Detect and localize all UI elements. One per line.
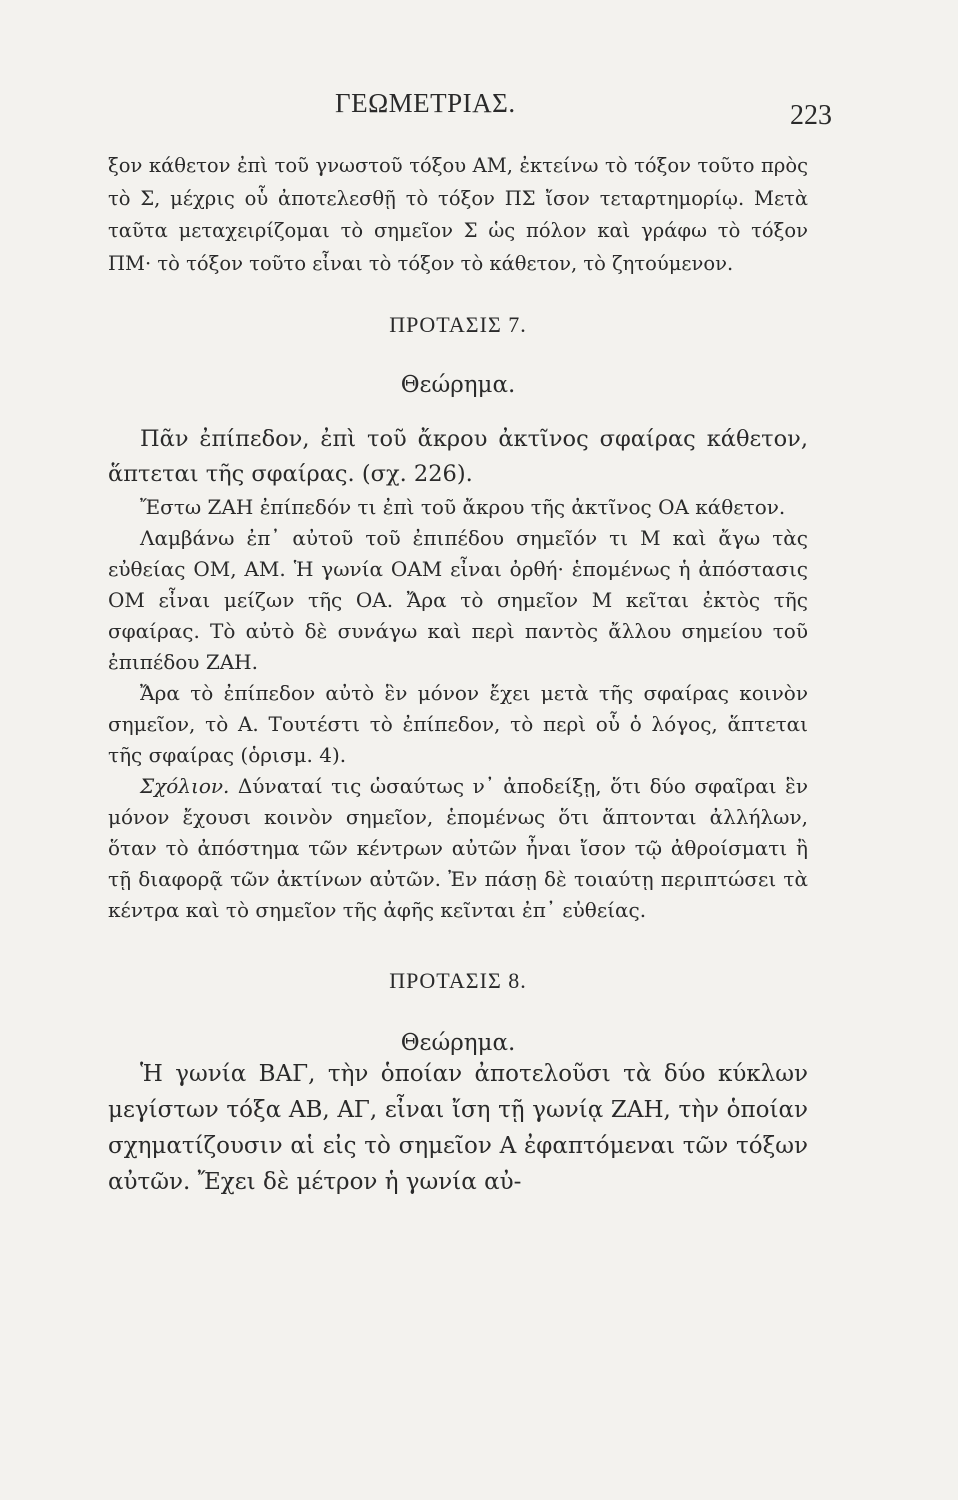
proof-paragraph: Ἄρα τὸ ἐπίπεδον αὐτὸ ἓν μόνον ἔχει μετὰ τῆς σφαίρας κοινὸν σημεῖον, τὸ Α. Τουτέστι τὸ ἐπίπεδον, τὸ περὶ οὗ ὁ λόγος, ἅπτεται τῆς σφαίρας (ὁρισμ. 4). — [108, 681, 808, 767]
scholion-text: Δύναταί τις ὡσαύτως ν᾽ ἀποδείξῃ, ὅτι δύο σφαῖραι ἓν μόνον ἔχουσι κοινὸν σημεῖον, ἑπομένως ὅτι ἅπτονται ἀλλήλων, ὅταν τὸ ἀπόστημα τῶν κέντρων αὐτῶν ἦναι ἴσον τῷ ἀθροίσματι ἢ τῇ διαφορᾷ τῶν ἀκτίνων αὐτῶν. Ἐν πάσῃ δὲ τοιαύτῃ περιπτώσει τὰ κέντρα καὶ τὸ σημεῖον τῆς ἀφῆς κεῖνται ἐπ᾽ εὐθείας. — [108, 774, 808, 922]
proposition-8-heading: ΠΡΟΤΑΣΙΣ 8. — [389, 968, 527, 993]
proposition-7-heading: ΠΡΟΤΑΣΙΣ 7. — [389, 312, 527, 337]
proposition-8-block — [108, 1056, 808, 1200]
proof-paragraph: Ἔστω ΖΑΗ ἐπίπεδόν τι ἐπὶ τοῦ ἄκρου τῆς ἀκτῖνος ΟΑ κάθετον. — [140, 495, 786, 519]
proposition-7-proof — [108, 492, 808, 926]
proposition-8-type: Θεώρημα. — [400, 1030, 516, 1056]
proposition-7-statement: Πᾶν ἐπίπεδον, ἐπὶ τοῦ ἄκρου ἀκτῖνος σφαίρας κάθετον, ἅπτεται τῆς σφαίρας. (σχ. 226). — [108, 426, 808, 487]
scholion-label: Σχόλιον. — [140, 774, 230, 798]
scholion-paragraph — [108, 771, 808, 926]
proposition-7-type: Θεώρημα. — [400, 372, 516, 398]
running-head: ΓΕΩΜΕΤΡΙΑΣ. — [335, 88, 516, 118]
intro-block — [108, 150, 808, 280]
proof-paragraph: Λαμβάνω ἐπ᾽ αὐτοῦ τοῦ ἐπιπέδου σημεῖόν τι Μ καὶ ἄγω τὰς εὐθείας ΟΜ, ΑΜ. Ἡ γωνία ΟΑΜ εἶναι ὀρθή· ἑπομένως ἡ ἀπόστασις ΟΜ εἶναι μείζων τῆς ΟΑ. Ἄρα τὸ σημεῖον Μ κεῖται ἐκτὸς τῆς σφαίρας. Τὸ αὐτὸ δὲ συνάγω καὶ περὶ παντὸς ἄλλου σημείου τοῦ ἐπιπέδου ΖΑΗ. — [108, 526, 808, 674]
page-body — [108, 150, 808, 1200]
proposition-8-statement: Ἡ γωνία ΒΑΓ, τὴν ὁποίαν ἀποτελοῦσι τὰ δύο κύκλων μεγίστων τόξα ΑΒ, ΑΓ, εἶναι ἴση τῇ γωνίᾳ ΖΑΗ, τὴν ὁποίαν σχηματίζουσιν αἱ εἰς τὸ σημεῖον Α ἐφαπτόμεναι τῶν τόξων αὐτῶν. Ἔχει δὲ μέτρον ἡ γωνία αὐ- — [108, 1061, 808, 1195]
page-number: 223 — [790, 100, 832, 131]
intro-paragraph: ξον κάθετον ἐπὶ τοῦ γνωστοῦ τόξου ΑΜ, ἐκτείνω τὸ τόξον τοῦτο πρὸς τὸ Σ, μέχρις οὗ ἀποτελεσθῇ τὸ τόξον ΠΣ ἴσον τεταρτημορίῳ. Μετὰ ταῦτα μεταχειρίζομαι τὸ σημεῖον Σ ὡς πόλον καὶ γράφω τὸ τόξον ΠΜ· τὸ τόξον τοῦτο εἶναι τὸ τόξον τὸ κάθετον, τὸ ζητούμενον. — [108, 154, 808, 275]
